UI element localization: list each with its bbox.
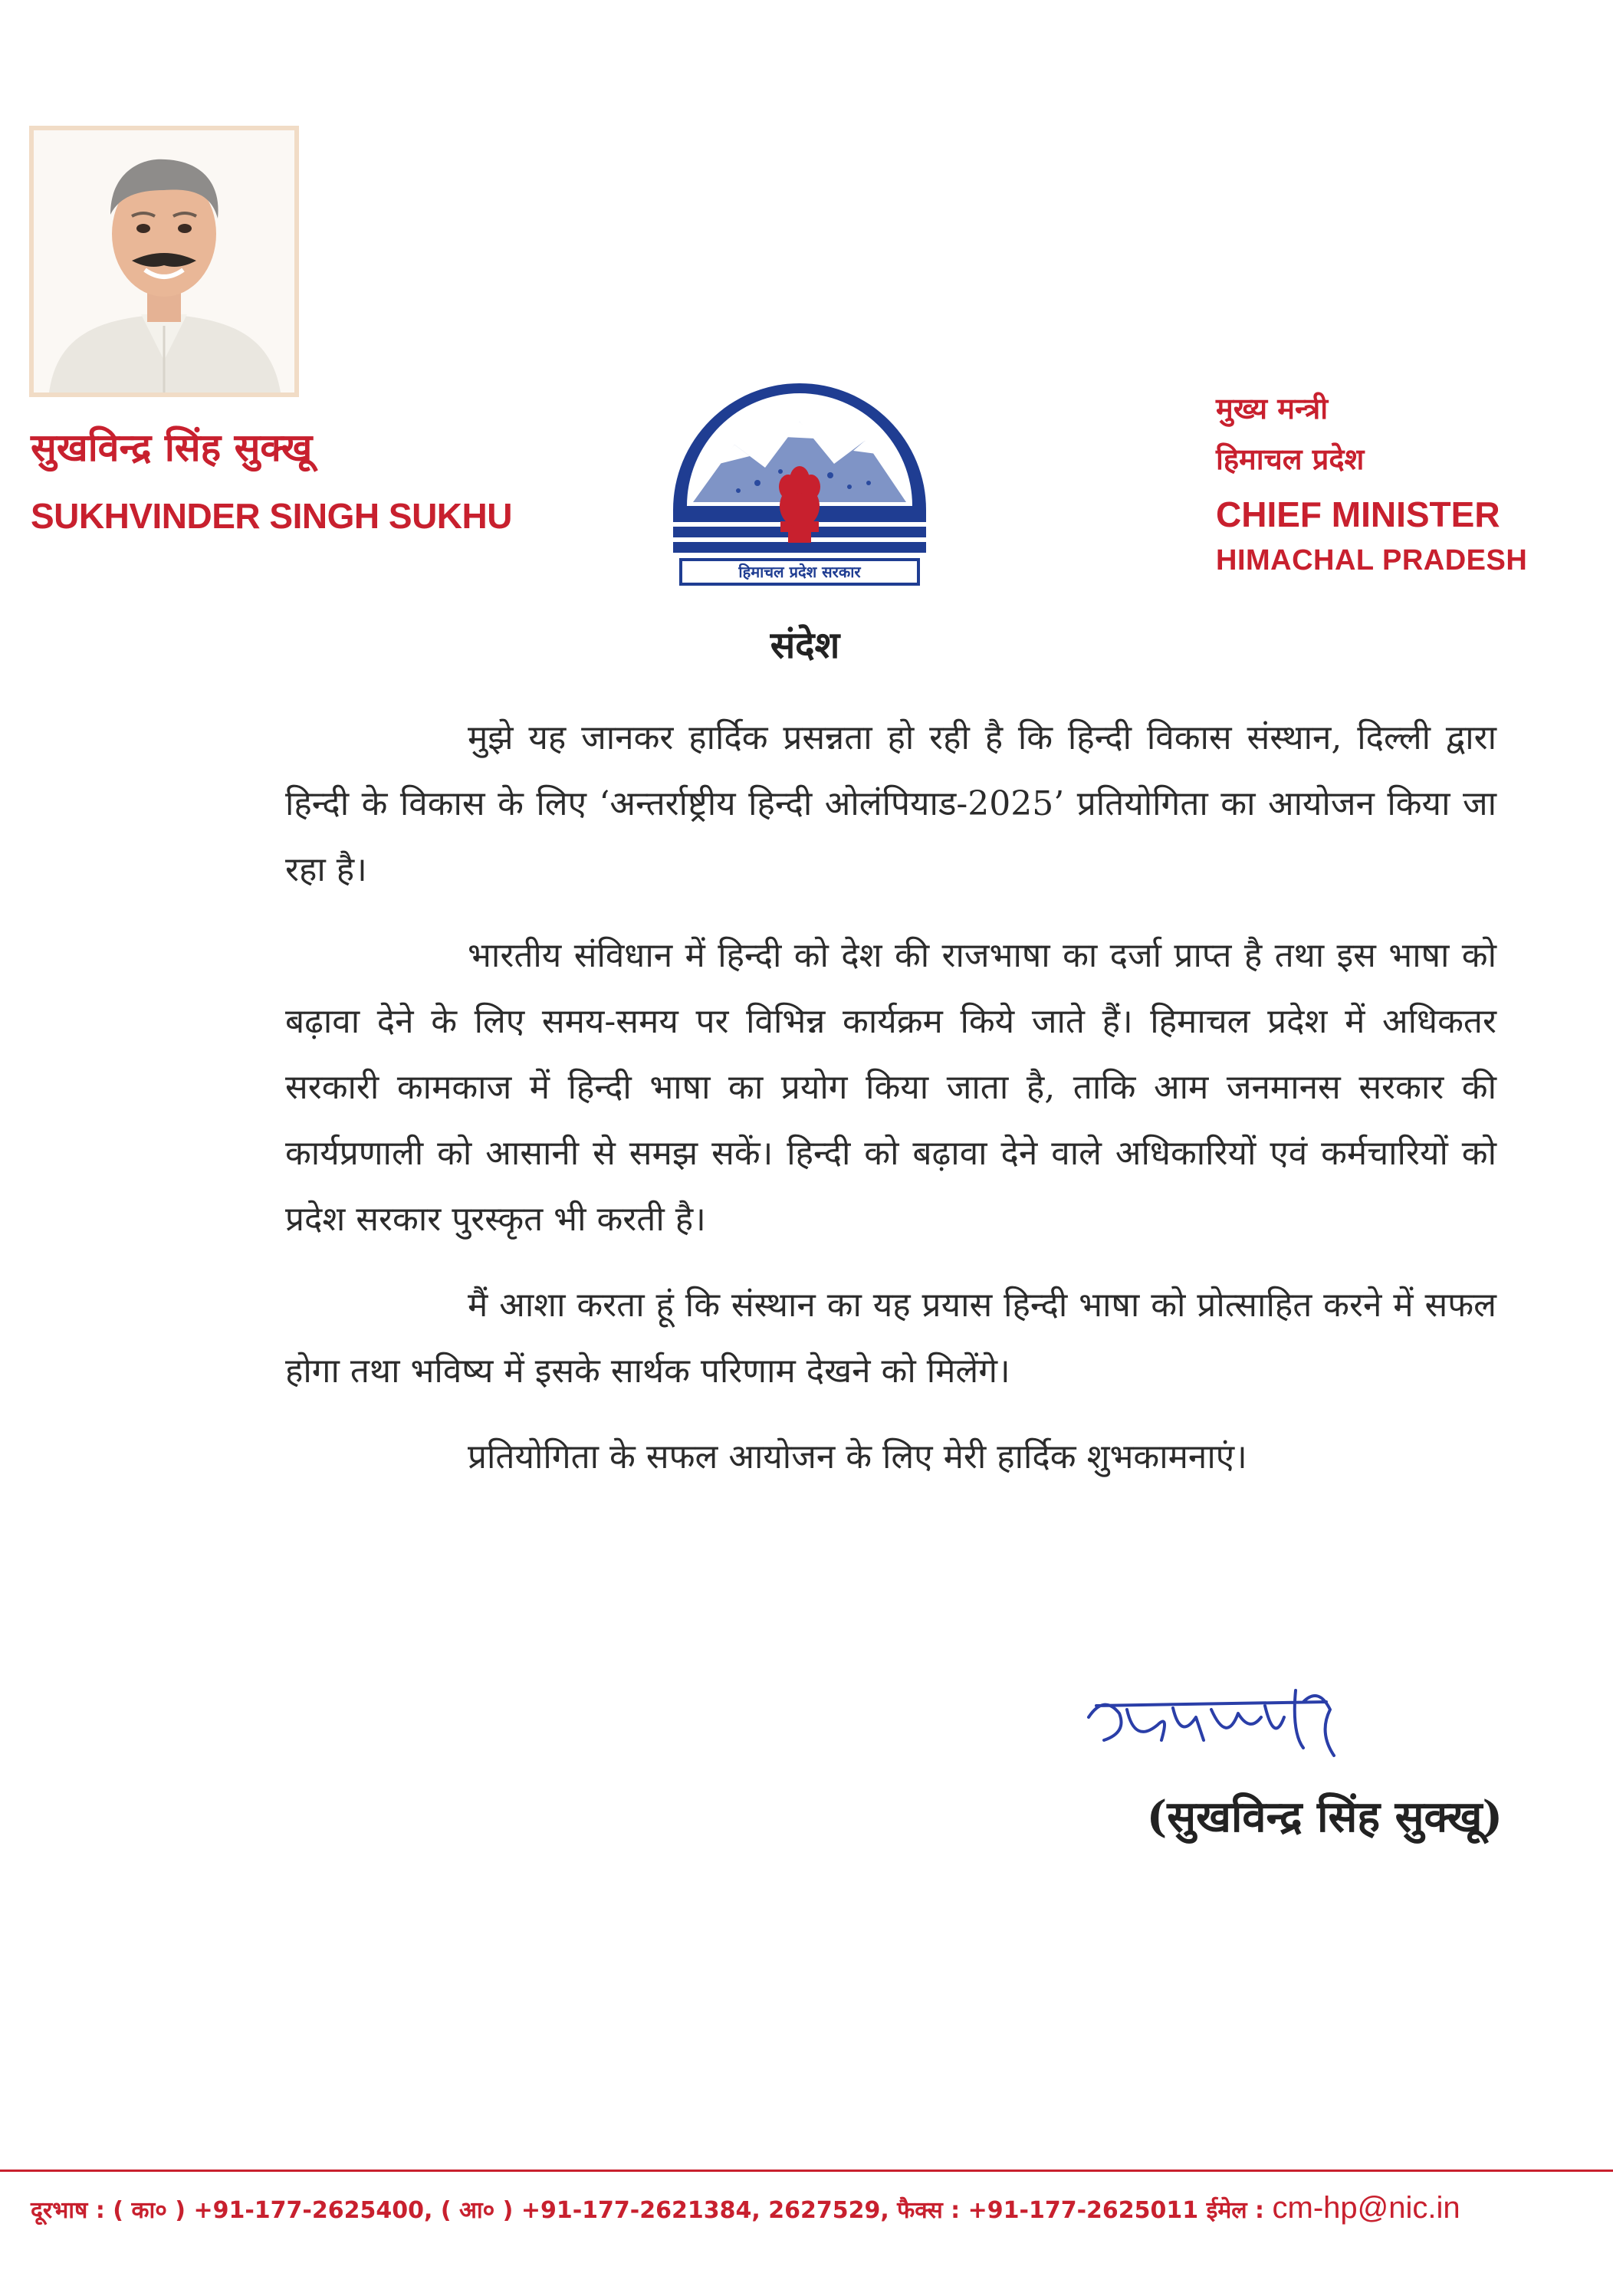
- designation-hindi-line1: मुख्य मन्त्री: [1216, 391, 1329, 425]
- portrait-image: [34, 130, 294, 393]
- name-hindi: सुखविन्द्र सिंह सुक्खू: [31, 425, 313, 470]
- footer-divider: [0, 2170, 1613, 2172]
- letter-heading: संदेश: [770, 624, 840, 667]
- emblem-logo: [665, 376, 934, 586]
- handwritten-signature: [1073, 1671, 1349, 1771]
- portrait-photo: [29, 126, 299, 397]
- designation-english-line1: CHIEF MINISTER: [1216, 494, 1500, 534]
- paragraph-3: मैं आशा करता हूं कि संस्थान का यह प्रयास हिन्दी भाषा को प्रोत्साहित करने में सफल होगा तथा भविष्य में इसके सार्थक परिणाम देखने को मिलेंगे।: [285, 1286, 1496, 1391]
- designation-hindi-line2: हिमाचल प्रदेश: [1216, 442, 1365, 476]
- emblem-caption: हिमाचल प्रदेश सरकार: [738, 563, 861, 581]
- name-english: SUKHVINDER SINGH SUKHU: [31, 496, 512, 536]
- signature-mark: [1073, 1671, 1349, 1771]
- footer-email[interactable]: cm-hp@nic.in: [1272, 2191, 1460, 2225]
- paragraph-1: मुझे यह जानकर हार्दिक प्रसन्नता हो रही है कि हिन्दी विकास संस्थान, दिल्ली द्वारा हिन्दी के विकास के लिए ‘अन्तर्राष्ट्रीय हिन्दी ओलंपियाड-2025’ प्रतियोगिता का आयोजन किया जा रहा है।: [285, 718, 1496, 889]
- signatory-name: (सुखविन्द्र सिंह सुक्खू): [1146, 1792, 1503, 1842]
- footer-contact: [31, 2191, 1587, 2225]
- designation-english-line2: HIMACHAL PRADESH: [1216, 544, 1528, 576]
- paragraph-4: प्रतियोगिता के सफल आयोजन के लिए मेरी हार्दिक शुभकामनाएं।: [468, 1437, 1247, 1476]
- footer-contact-text: दूरभाष : ( का० ) +91-177-2625400, ( आ० ) +91-177-2621384, 2627529, फैक्स : +91-177-2625011 ईमेल :: [31, 2197, 1273, 2224]
- paragraph-2: भारतीय संविधान में हिन्दी को देश की राजभाषा का दर्जा प्राप्त है तथा इस भाषा को बढ़ावा देने के लिए समय-समय पर विभिन्न कार्यक्रम किये जाते हैं। हिमाचल प्रदेश में अधिकतर सरकारी कामकाज में हिन्दी भाषा का प्रयोग किया जाता है, ताकि आम जनमानस सरकार की कार्यप्रणाली को आसानी से समझ सकें। हिन्दी को बढ़ावा देने वाले अधिकारियों एवं कर्मचारियों को प्रदेश सरकार पुरस्कृत भी करती है।: [285, 936, 1496, 1239]
- letter-body: [285, 705, 1496, 1510]
- himachal-emblem: [665, 376, 934, 586]
